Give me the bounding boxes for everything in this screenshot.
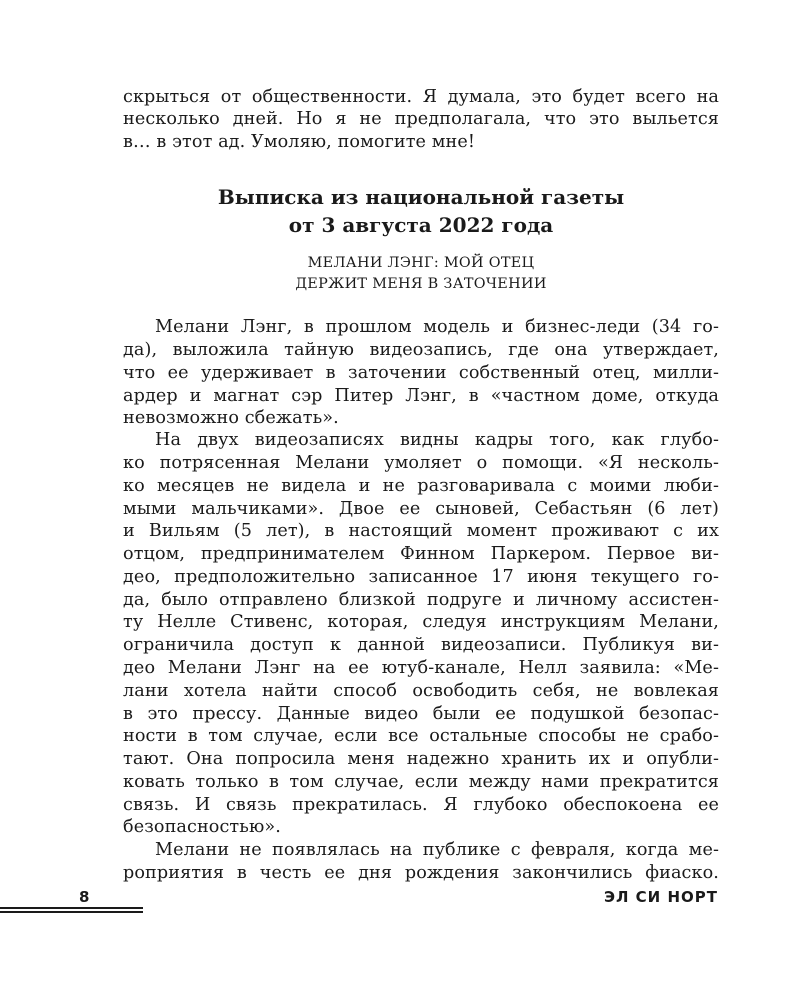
article-line: ограничила доступ к данной видеозаписи. Публикуя ви- (123, 635, 719, 655)
body-line-2: несколько дней. Но я не предполагала, что это выльется (123, 109, 719, 129)
article-line: невозможно сбежать». (123, 408, 339, 428)
footer-rule (0, 911, 143, 913)
body-line-1: скрыться от общественности. Я думала, это будет всего на (123, 87, 719, 107)
article-headline-line-2: ДЕРЖИТ МЕНЯ В ЗАТОЧЕНИИ (295, 276, 547, 292)
running-author: ЭЛ СИ НОРТ (603, 888, 718, 906)
article-line: ту Нелле Стивенс, которая, следуя инструкциям Мелани, (123, 612, 719, 632)
article-line: део, предположительно записанное 17 июня текущего го- (123, 567, 719, 587)
article-line: ко потрясенная Мелани умоляет о помощи. «Я несколь- (123, 453, 719, 473)
article-line: ко месяцев не видела и не разговаривала с моими люби- (123, 476, 719, 496)
article-line: ардер и магнат сэр Питер Лэнг, в «частном доме, откуда (123, 386, 719, 406)
article-line: Мелани не появлялась на публике с февраля, когда ме- (155, 840, 719, 860)
footer-rule (0, 907, 143, 909)
section-heading-line-1: Выписка из национальной газеты (217, 185, 625, 209)
article-line: что ее удерживает в заточении собственный отец, милли- (123, 363, 719, 383)
article-line: Мелани Лэнг, в прошлом модель и бизнес-леди (34 го- (155, 317, 719, 337)
article-line: На двух видеозаписях видны кадры того, как глубо- (155, 430, 719, 450)
article-line: ности в том случае, если все остальные способы не срабо- (123, 726, 719, 746)
article-line: ковать только в том случае, если между нами прекратится (123, 772, 719, 792)
article-line: связь. И связь прекратилась. Я глубоко обеспокоена ее (123, 795, 719, 815)
article-line: лани хотела найти способ освободить себя, не вовлекая (123, 681, 719, 701)
article-line: и Вильям (5 лет), в настоящий момент проживают с их (123, 521, 719, 541)
body-line-3: в… в этот ад. Умоляю, помогите мне! (123, 132, 476, 152)
article-line: отцом, предпринимателем Финном Паркером. Первое ви- (123, 544, 719, 564)
article-line: да, было отправлено близкой подруге и личному ассистен- (123, 590, 719, 610)
article-line: мыми мальчиками». Двое ее сыновей, Себастьян (6 лет) (123, 499, 719, 519)
page-number: 8 (79, 888, 90, 906)
article-line: део Мелани Лэнг на ее ютуб-канале, Нелл заявила: «Ме- (123, 658, 719, 678)
section-heading-line-2: от 3 августа 2022 года (288, 213, 554, 237)
article-line: тают. Она попросила меня надежно хранить их и опубли- (123, 749, 719, 769)
article-line: да), выложила тайную видеозапись, где она утверждает, (123, 340, 719, 360)
article-line: безопасностью». (123, 817, 281, 837)
article-line: в это прессу. Данные видео были ее подушкой безопас- (123, 704, 719, 724)
article-line: роприятия в честь ее дня рождения закончились фиаско. (123, 863, 719, 883)
article-headline-line-1: МЕЛАНИ ЛЭНГ: МОЙ ОТЕЦ (307, 255, 535, 271)
